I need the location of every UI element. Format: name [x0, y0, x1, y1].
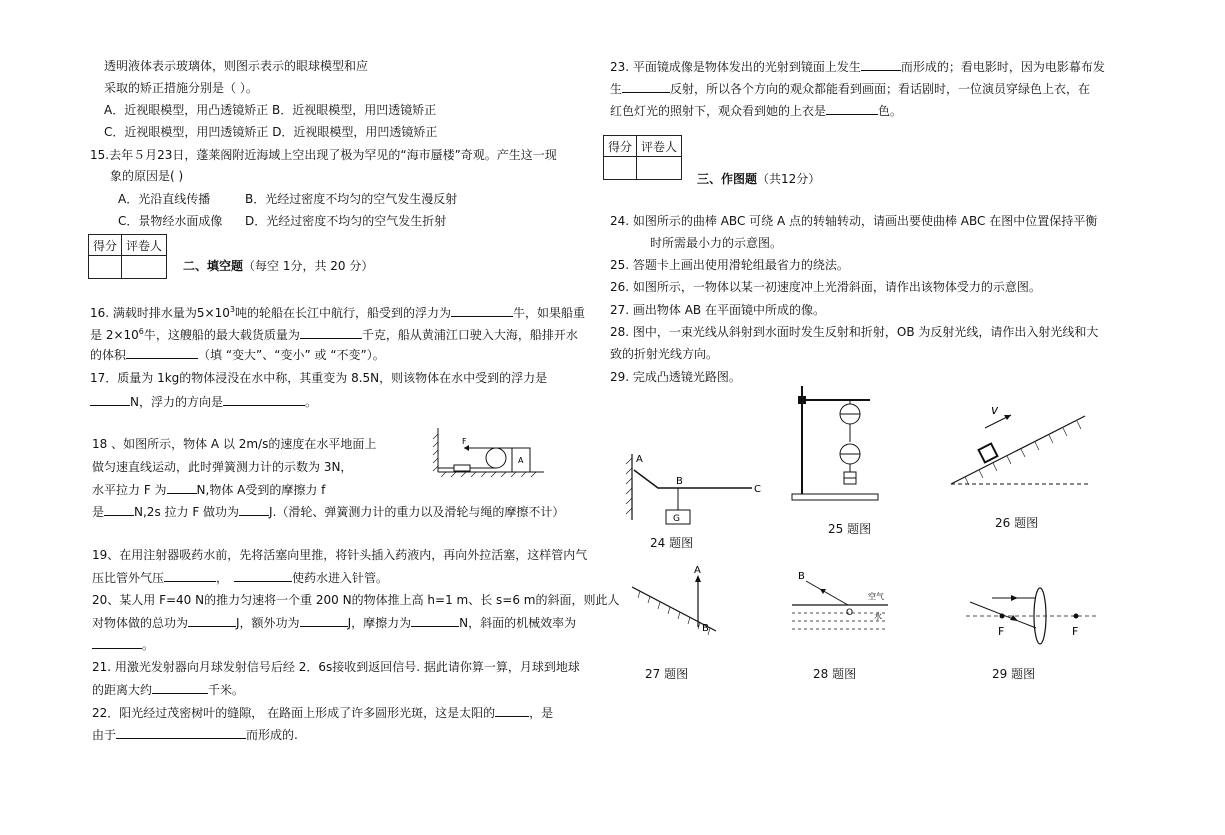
score-table-section-2 — [88, 234, 167, 279]
grader-cell — [122, 256, 167, 279]
q18-l4-a: 是 — [92, 505, 105, 519]
q21-blank[interactable] — [152, 681, 208, 694]
q25-line: 25. 答题卡上画出使用滑轮组最省力的绕法。 — [610, 258, 849, 272]
q20-blank-3[interactable] — [411, 614, 459, 627]
q20-line-1: 20、某人用 F=40 N的推力匀速将一个重 200 N的物体推上高 h=1 m、长 s=6 m的斜面，则此人 — [92, 593, 620, 607]
f26-velocity-label: v — [991, 403, 999, 417]
q19-l2-b: ， — [216, 571, 229, 585]
f24-label-g: G — [673, 514, 680, 524]
q20-blank-1[interactable] — [188, 614, 236, 627]
score-label: 得分 — [89, 235, 122, 256]
grader-label: 评卷人 — [122, 235, 167, 256]
f24-label-c: C — [754, 484, 761, 495]
q18-l3-b: N,物体 A受到的摩擦力 f — [196, 483, 326, 497]
f28-label-o: O — [846, 608, 854, 618]
f28-water-label: 水 — [874, 612, 882, 621]
f29-focal-left: F — [998, 625, 1005, 638]
q16-blank-2[interactable] — [300, 326, 362, 339]
q22-blank-2[interactable] — [116, 726, 246, 739]
q18-blank-1[interactable] — [167, 481, 197, 494]
q18-l4-c: J.（滑轮、弹簧测力计的重力以及滑轮与绳的摩擦不计） — [269, 505, 565, 519]
q15-line-1: 15.去年５月23日，蓬莱阁附近海域上空出现了极为罕见的“海市蜃楼”奇观。产生这一现 — [90, 148, 557, 162]
score-label: 得分 — [604, 136, 637, 157]
q17-l2-b: 。 — [304, 395, 317, 409]
score-cell — [89, 256, 122, 279]
section-3-title: 三、作图题 — [697, 172, 758, 186]
q19-blank-1[interactable] — [164, 569, 216, 582]
grader-label: 评卷人 — [637, 136, 682, 157]
f27-label-a: A — [694, 565, 701, 576]
q14-line-1: 透明液体表示玻璃体，则图示表示的眼球模型和应 — [104, 59, 369, 73]
q22-l1-b: ，是 — [529, 706, 554, 720]
section-2-title: 二、填空题 — [183, 259, 244, 273]
q19-line-1: 19、在用注射器吸药水前，先将活塞向里推，将针头插入药液内，再向外拉活塞，这样管内气 — [92, 548, 588, 562]
q14-line-2: 采取的矫正措施分别是（ ）。 — [104, 81, 258, 95]
q16-blank-3[interactable] — [126, 346, 198, 359]
score-table-section-3 — [603, 135, 682, 180]
q19-l2-a: 压比管外气压 — [92, 571, 165, 585]
f26-caption: 26 题图 — [995, 516, 1039, 530]
q24-line-1: 24. 如图所示的曲棒 ABC 可绕 A 点的转轴转动，请画出要使曲棒 ABC 在图中位置保持平衡 — [610, 214, 1098, 228]
q18-a-label: A — [518, 456, 524, 465]
q19-blank-2[interactable] — [234, 569, 292, 582]
figure-24 — [628, 450, 768, 530]
q22-l2-a: 由于 — [92, 728, 117, 742]
q18-line-4 — [92, 503, 564, 520]
q15-option-b: B．光经过密度不均匀的空气发生漫反射 — [245, 192, 458, 206]
f27-caption: 27 题图 — [645, 667, 689, 681]
q28-line-2: 致的折射光线方向。 — [610, 347, 719, 361]
q18-line-3 — [92, 481, 325, 498]
section-2-subtitle: （每空 1分，共 20 分） — [243, 259, 374, 273]
q20-line-3 — [92, 636, 154, 653]
q20-blank-4[interactable] — [92, 636, 142, 649]
f29-caption: 29 题图 — [992, 667, 1036, 681]
q17-l2-a: N，浮力的方向是 — [130, 395, 223, 409]
q17-blank-1[interactable] — [90, 393, 130, 406]
f27-label-b: B — [702, 623, 709, 634]
q24-line-2: 时所需最小力的示意图。 — [650, 236, 783, 250]
q20-l2-a: 对物体做的总功为 — [92, 616, 189, 630]
f24-label-a: A — [636, 454, 643, 465]
q18-blank-2[interactable] — [104, 503, 134, 516]
q22-line-2 — [92, 726, 298, 743]
f25-caption: 25 题图 — [828, 522, 872, 536]
q23-blank-2[interactable] — [622, 80, 670, 93]
q23-l1-b: 而形成的；看电影时，因为电影幕布发 — [900, 60, 1105, 74]
q23-line-3 — [610, 102, 902, 119]
q18-blank-3[interactable] — [239, 503, 269, 516]
q16-text-b: 吨的轮船在长江中航行，船受到的浮力为 — [234, 306, 451, 320]
q16-blank-1[interactable] — [451, 304, 513, 317]
q18-figure — [436, 428, 546, 478]
q21-line-2 — [92, 681, 244, 698]
q17-line-2 — [90, 393, 317, 410]
q18-l4-b: N,2s 拉力 F 做功为 — [134, 505, 240, 519]
q22-blank-1[interactable] — [495, 704, 529, 717]
q20-l2-c: J，摩擦力为 — [347, 616, 412, 630]
q17-blank-2[interactable] — [223, 393, 305, 406]
q18-l3-a: 水平拉力 F 为 — [92, 483, 167, 497]
f24-label-b: B — [676, 476, 683, 487]
q23-l3-b: 色。 — [878, 104, 903, 118]
q28-line-1: 28. 图中，一束光线从斜射到水面时发生反射和折射，OB 为反射光线，请作出入射光线和大 — [610, 325, 1099, 339]
q19-l2-c: 使药水进入针管。 — [292, 571, 389, 585]
q14-option-ab: A．近视眼模型，用凸透镜矫正 B．近视眼模型，用凹透镜矫正 — [104, 103, 437, 117]
q15-option-c: C．景物经水面成像 — [118, 214, 223, 228]
q19-line-2 — [92, 569, 388, 586]
section-3-subtitle: （共12分） — [757, 172, 821, 186]
q18-line-1: 18 、如图所示，物体 A 以 2m/s的速度在水平地面上 — [92, 437, 377, 451]
q16-line-1 — [90, 302, 585, 321]
q22-l2-b: 而形成的. — [246, 728, 298, 742]
q21-l2-a: 的距离大约 — [92, 683, 153, 697]
q22-l1-a: 22．阳光经过茂密树叶的缝隙， 在路面上形成了许多圆形光斑，这是太阳的 — [92, 706, 496, 720]
q15-line-2: 象的原因是( ) — [110, 169, 184, 183]
q17-line-1: 17．质量为 1kg的物体浸没在水中称，其重变为 8.5N，则该物体在水中受到的浮力是 — [90, 371, 548, 385]
q23-l1-a: 23. 平面镜成像是物体发出的光射到镜面上发生 — [610, 60, 861, 74]
score-cell — [604, 157, 637, 180]
q16-l2-b: 牛，这艘船的最大载货质量为 — [143, 328, 300, 342]
q16-text-a: 16. 满载时排水量为5×10 — [90, 306, 230, 320]
q20-line-2 — [92, 614, 576, 631]
q18-f-label: F — [462, 437, 467, 446]
figure-28 — [790, 565, 890, 641]
q20-blank-2[interactable] — [300, 614, 348, 627]
q15-option-d: D．光经过密度不均匀的空气发生折射 — [245, 214, 447, 228]
q23-l3-a: 红色灯光的照射下，观众看到她的上衣是 — [610, 104, 827, 118]
f28-caption: 28 题图 — [813, 667, 857, 681]
f24-caption: 24 题图 — [650, 536, 694, 550]
section-2-heading — [183, 258, 373, 274]
q23-blank-3[interactable] — [826, 102, 878, 115]
q16-line-2 — [90, 324, 578, 343]
figure-29 — [962, 584, 1102, 644]
q23-line-2 — [610, 80, 1090, 97]
q22-line-1 — [92, 704, 553, 721]
q15-option-a: A．光沿直线传播 — [118, 192, 211, 206]
f28-label-b: B — [798, 571, 805, 582]
q21-line-1: 21. 用激光发射器向月球发射信号后经 2．6s接收到返回信号. 据此请你算一算，月球到地球 — [92, 660, 580, 674]
q16-l2-a: 是 2×10 — [90, 328, 139, 342]
figure-25 — [788, 384, 880, 506]
q14-option-cd: C．近视眼模型，用凹透镜矫正 D．近视眼模型，用凹透镜矫正 — [104, 125, 438, 139]
q16-l2-c: 千克，船从黄浦江口驶入大海，船排开水 — [361, 328, 578, 342]
q16-l3-b: （填 “变大”、“变小” 或 “不变”）。 — [198, 348, 385, 362]
f28-air-label: 空气 — [868, 592, 884, 601]
q26-line: 26. 如图所示，一物体以某一初速度冲上光滑斜面，请作出该物体受力的示意图。 — [610, 280, 1041, 294]
q23-line-1 — [610, 58, 1105, 75]
q23-l2-a: 生 — [610, 82, 623, 96]
figure-27 — [628, 565, 720, 645]
grader-cell — [637, 157, 682, 180]
q16-text-c: 牛，如果船重 — [512, 306, 585, 320]
figure-26 — [945, 398, 1095, 490]
q20-l2-b: J，额外功为 — [236, 616, 300, 630]
q20-l3: 。 — [142, 638, 155, 652]
q27-line: 27. 画出物体 AB 在平面镜中所成的像。 — [610, 303, 825, 317]
f29-focal-right: F — [1072, 625, 1079, 638]
q16-line-3 — [90, 346, 385, 363]
q23-blank-1[interactable] — [861, 58, 901, 71]
q16-l2-sup: 6 — [138, 327, 144, 336]
q21-l2-b: 千米。 — [208, 683, 245, 697]
q18-line-2: 做匀速直线运动，此时弹簧测力计的示数为 3N， — [92, 460, 353, 474]
section-3-heading — [697, 171, 820, 187]
q16-l3-a: 的体积 — [90, 348, 127, 362]
q23-l2-b: 反射，所以各个方向的观众都能看到画面；看话剧时，一位演员穿绿色上衣，在 — [670, 82, 1091, 96]
q20-l2-d: N，斜面的机械效率为 — [459, 616, 577, 630]
q29-line: 29. 完成凸透镜光路图。 — [610, 370, 741, 384]
q16-sup: 3 — [229, 305, 235, 314]
